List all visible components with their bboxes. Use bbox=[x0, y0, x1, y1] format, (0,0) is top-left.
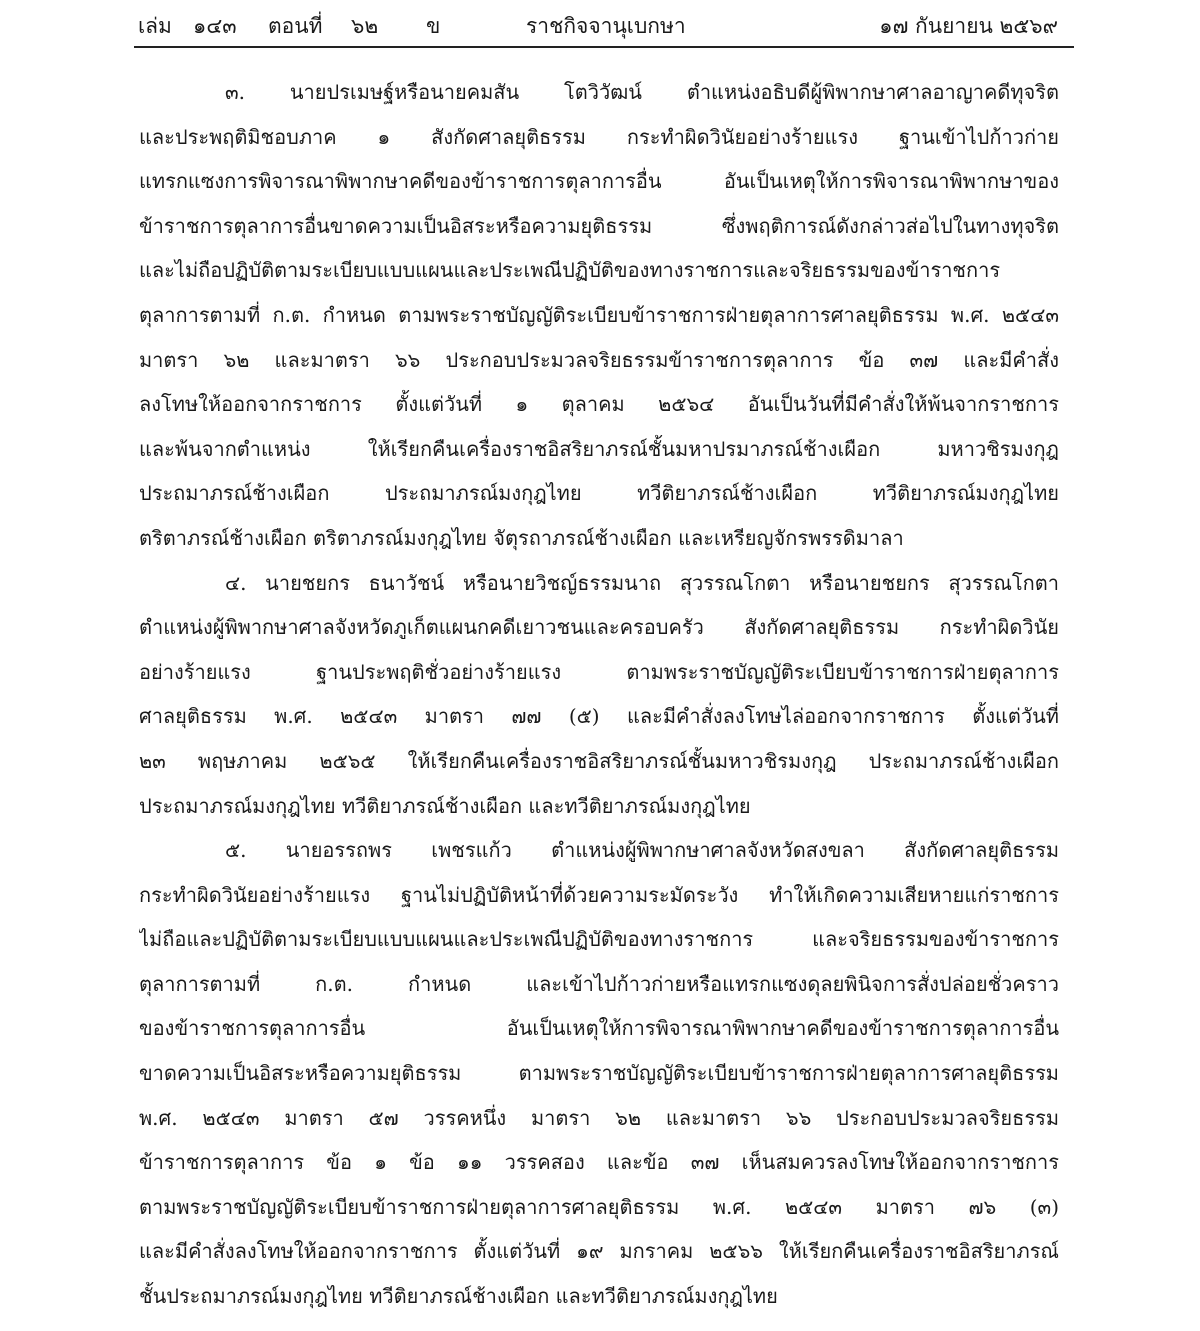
item-5-line: พ.ศ. ๒๕๔๓ มาตรา ๕๗ วรรคหนึ่ง มาตรา ๖๒ และมาตรา ๖๖ ประกอบประมวลจริยธรรม bbox=[139, 1105, 1059, 1130]
item-3-line: มาตรา ๖๒ และมาตรา ๖๖ ประกอบประมวลจริยธรรมข้าราชการตุลาการ ข้อ ๓๗ และมีคำสั่ง bbox=[139, 347, 1059, 372]
item-5-line: กระทำผิดวินัยอย่างร้ายแรง ฐานไม่ปฏิบัติหน้าที่ด้วยความระมัดระวัง ทำให้เกิดความเสียหายแก่ราชการ bbox=[139, 882, 1059, 907]
item-5-line: และมีคำสั่งลงโทษให้ออกจากราชการ ตั้งแต่วันที่ ๑๙ มกราคม ๒๕๖๖ ให้เรียกคืนเครื่องราชอิสริยาภรณ์ bbox=[139, 1239, 1059, 1264]
item-4-line: ๒๓ พฤษภาคม ๒๕๖๕ ให้เรียกคืนเครื่องราชอิสริยาภรณ์ชั้นมหาวชิรมงกุฎ ประถมาภรณ์ช้างเผือก bbox=[139, 748, 1059, 773]
item-5-line: ของข้าราชการตุลาการอื่น อันเป็นเหตุให้การพิจารณาพิพากษาคดีของข้าราชการตุลาการอื่น bbox=[139, 1016, 1059, 1041]
item-5-line: ไม่ถือและปฏิบัติตามระเบียบแบบแผนและประเพณีปฏิบัติของทางราชการ และจริยธรรมของข้าราชการ bbox=[139, 927, 1059, 952]
item-3-line: ๓. นายปรเมษฐ์หรือนายคมสัน โตวิวัฒน์ ตำแหน่งอธิบดีผู้พิพากษาศาลอาญาคดีทุจริต bbox=[225, 80, 1059, 104]
page-header bbox=[138, 8, 1058, 44]
item-5-line: ขาดความเป็นอิสระหรือความยุติธรรม ตามพระราชบัญญัติระเบียบข้าราชการฝ่ายตุลาการศาลยุติธรรม bbox=[139, 1061, 1059, 1086]
item-3-line: ตริตาภรณ์ช้างเผือก ตริตาภรณ์มงกุฎไทย จัตุรถาภรณ์ช้างเผือก และเหรียญจักรพรรดิมาลา bbox=[139, 525, 904, 550]
item-3-line: ลงโทษให้ออกจากราชการ ตั้งแต่วันที่ ๑ ตุลาคม ๒๕๖๔ อันเป็นวันที่มีคำสั่งให้พ้นจากราชการ bbox=[139, 392, 1059, 417]
volume-label: เล่ม bbox=[138, 14, 172, 38]
item-5-line: ข้าราชการตุลาการ ข้อ ๑ ข้อ ๑๑ วรรคสอง และข้อ ๓๗ เห็นสมควรลงโทษให้ออกจากราชการ bbox=[139, 1150, 1059, 1175]
publication-date: ๑๗ กันยายน ๒๕๖๙ bbox=[879, 14, 1058, 38]
volume-number: ๑๔๓ bbox=[193, 14, 237, 38]
publication-title: ราชกิจจานุเบกษา bbox=[526, 14, 686, 38]
document-body bbox=[139, 70, 1059, 1319]
item-3-line: และพ้นจากตำแหน่ง ให้เรียกคืนเครื่องราชอิสริยาภรณ์ชั้นมหาปรมาภรณ์ช้างเผือก มหาวชิรมงกุฎ bbox=[139, 436, 1059, 461]
section-letter: ข bbox=[426, 14, 441, 38]
header-divider bbox=[134, 46, 1074, 48]
item-3-line: ตุลาการตามที่ ก.ต. กำหนด ตามพระราชบัญญัติระเบียบข้าราชการฝ่ายตุลาการศาลยุติธรรม พ.ศ. ๒๕๔๓ bbox=[139, 302, 1059, 327]
item-4-line: ตำแหน่งผู้พิพากษาศาลจังหวัดภูเก็ตแผนกคดีเยาวชนและครอบครัว สังกัดศาลยุติธรรม กระทำผิดวินัย bbox=[139, 615, 1059, 640]
issue-number: ๖๒ bbox=[351, 14, 379, 38]
item-5-line: ตามพระราชบัญญัติระเบียบข้าราชการฝ่ายตุลาการศาลยุติธรรม พ.ศ. ๒๕๔๓ มาตรา ๗๖ (๓) bbox=[139, 1194, 1059, 1219]
item-3-line: แทรกแซงการพิจารณาพิพากษาคดีของข้าราชการตุลาการอื่น อันเป็นเหตุให้การพิจารณาพิพากษาของ bbox=[139, 169, 1059, 194]
item-4-line: ๔. นายชยกร ธนาวัชน์ หรือนายวิชญ์ธรรมนาถ สุวรรณโกตา หรือนายชยกร สุวรรณโกตา bbox=[225, 570, 1059, 595]
issue-label: ตอนที่ bbox=[268, 14, 323, 38]
item-3-line: ข้าราชการตุลาการอื่นขาดความเป็นอิสระหรือความยุติธรรม ซึ่งพฤติการณ์ดังกล่าวส่อไปในทางทุจริต bbox=[139, 213, 1059, 238]
item-4-line: ศาลยุติธรรม พ.ศ. ๒๕๔๓ มาตรา ๗๗ (๕) และมีคำสั่งลงโทษไล่ออกจากราชการ ตั้งแต่วันที่ bbox=[139, 704, 1059, 729]
item-5-line: ตุลาการตามที่ ก.ต. กำหนด และเข้าไปก้าวก่ายหรือแทรกแซงดุลยพินิจการสั่งปล่อยชั่วคราว bbox=[139, 971, 1059, 996]
item-4-line: อย่างร้ายแรง ฐานประพฤติชั่วอย่างร้ายแรง ตามพระราชบัญญัติระเบียบข้าราชการฝ่ายตุลาการ bbox=[139, 659, 1059, 684]
item-5-line: ๕. นายอรรถพร เพชรแก้ว ตำแหน่งผู้พิพากษาศาลจังหวัดสงขลา สังกัดศาลยุติธรรม bbox=[225, 838, 1059, 863]
item-3-line: และไม่ถือปฏิบัติตามระเบียบแบบแผนและประเพณีปฏิบัติของทางราชการและจริยธรรมของข้าราชการ bbox=[139, 258, 1001, 283]
item-3-line: และประพฤติมิชอบภาค ๑ สังกัดศาลยุติธรรม กระทำผิดวินัยอย่างร้ายแรง ฐานเข้าไปก้าวก่าย bbox=[139, 124, 1059, 149]
item-3-line: ประถมาภรณ์ช้างเผือก ประถมาภรณ์มงกุฎไทย ทวีติยาภรณ์ช้างเผือก ทวีติยาภรณ์มงกุฎไทย bbox=[139, 481, 1059, 506]
item-4-line: ประถมาภรณ์มงกุฎไทย ทวีติยาภรณ์ช้างเผือก และทวีติยาภรณ์มงกุฎไทย bbox=[139, 793, 751, 818]
item-5-line: ชั้นประถมาภรณ์มงกุฎไทย ทวีติยาภรณ์ช้างเผือก และทวีติยาภรณ์มงกุฎไทย bbox=[139, 1284, 778, 1309]
